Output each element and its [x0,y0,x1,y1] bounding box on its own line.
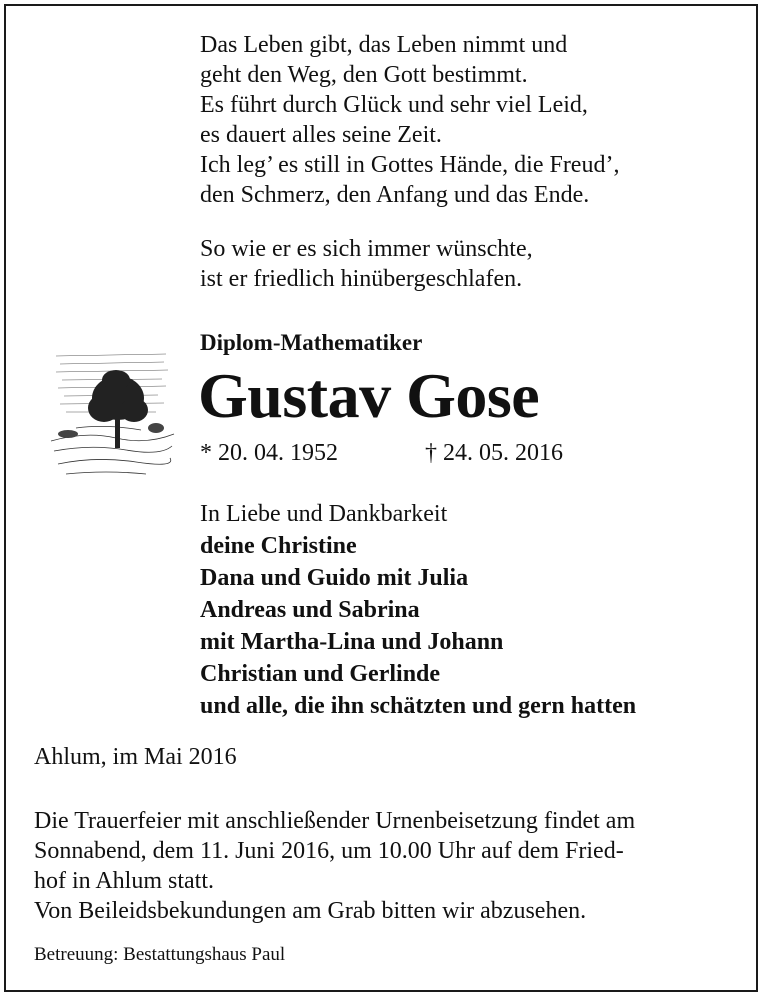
poem-stanza-1 [200,30,619,210]
tree-landscape-icon [46,346,176,486]
poem-line: ist er friedlich hinübergeschlafen. [200,266,523,292]
poem-line: Das Leben gibt, das Leben nimmt und [200,32,568,58]
place-date: Ahlum, im Mai 2016 [34,744,237,770]
mourner-name: Christian und Gerlinde [200,661,441,687]
poem-line: geht den Weg, den Gott bestimmt. [200,62,528,88]
poem-line: Es führt durch Glück und sehr viel Leid, [200,92,588,118]
funeral-line: Die Trauerfeier mit anschließender Urnenbeisetzung findet am [34,808,636,834]
poem-line: So wie er es sich immer wünschte, [200,236,533,262]
funeral-home-credit: Betreuung: Bestattungshaus Paul [34,944,286,965]
funeral-notice [34,806,635,926]
funeral-line: Von Beileidsbekundungen am Grab bitten wir abzusehen. [34,898,587,924]
poem-line: Ich leg’ es still in Gottes Hände, die Freud’, [200,152,620,178]
mourner-name: mit Martha-Lina und Johann [200,629,504,655]
poem-line: es dauert alles seine Zeit. [200,122,442,148]
mourners-intro: In Liebe und Dankbarkeit [200,501,448,527]
mourner-name: Dana und Guido mit Julia [200,565,469,591]
profession: Diplom-Mathematiker [200,330,423,355]
birth-date: * 20. 04. 1952 [200,440,338,466]
mourner-name: deine Christine [200,533,357,559]
mourner-name: und alle, die ihn schätzten und gern hatten [200,693,637,719]
deceased-name: Gustav Gose [198,360,540,431]
funeral-line: Sonnabend, dem 11. Juni 2016, um 10.00 Uhr auf dem Fried- [34,838,624,864]
mourners-block [200,498,636,722]
poem-line: den Schmerz, den Anfang und das Ende. [200,182,590,208]
funeral-line: hof in Ahlum statt. [34,868,214,894]
mourner-name: Andreas und Sabrina [200,597,420,623]
poem-stanza-2 [200,234,533,294]
death-date: † 24. 05. 2016 [425,440,563,466]
